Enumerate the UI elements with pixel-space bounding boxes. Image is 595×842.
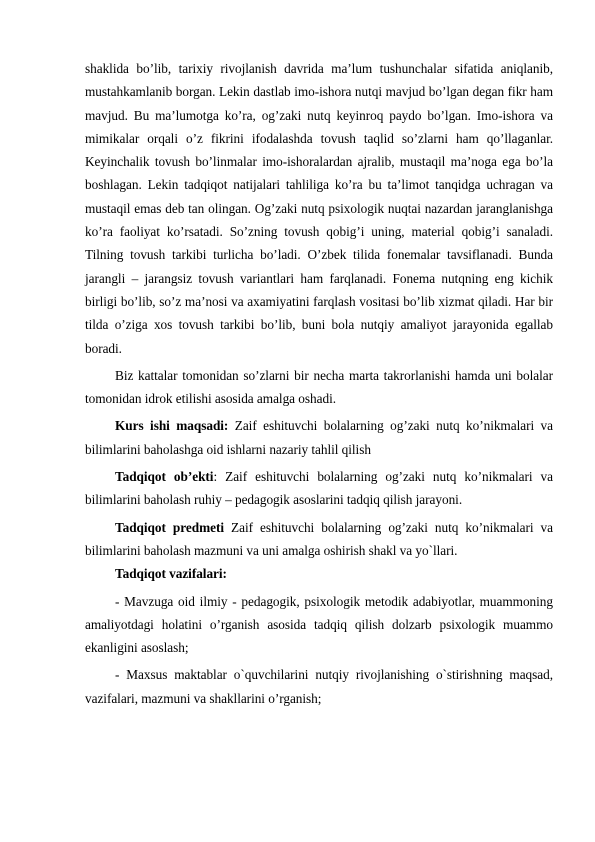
- task-item-special-schools: - Maxsus maktablar o`quvchilarini nutqiy rivojlanishing o`stirishning maqsad, vazifalari, mazmuni va shakllarini o’rganish;: [85, 667, 553, 706]
- research-object-text: : Zaif eshituvchi bolalarning og’zaki nutq ko’nikmalari va bilimlarini baholash ruhiy – pedagogik asoslarini tadqiq qilish jarayoni.: [85, 469, 553, 508]
- task-item-literature-analysis: - Mavzuga oid ilmiy - pedagogik, psixologik metodik adabiyotlar, muammoning amaliyotdagi holatini o’rganish asosida tadqiq qilish dolzarb psixologik muammo ekanligini asoslash;: [85, 593, 553, 656]
- course-goal-label: Kurs ishi maqsadi:: [115, 418, 229, 434]
- research-object-label: Tadqiqot ob’ekti: [115, 469, 214, 485]
- course-goal-text: Zaif eshituvchi bolalarning og’zaki nutq ko’nikmalari va bilimlarini baholashga oid ishlarni nazariy tahlil qilish: [85, 418, 553, 457]
- paragraph-adults-repetition: Biz kattalar tomonidan so’zlarni bir necha marta takrorlanishi hamda uni bolalar tomonidan idrok etilishi asosida amalga oshadi.: [85, 367, 553, 407]
- paragraph-speech-history: shaklida bo’lib, tarixiy rivojlanish davrida ma’lum tushunchalar sifatida aniqlanib, mustahkamlanib borgan. Lekin dastlab imo-ishora nutqi mavjud bo’lgan degan fikr ham mavjud. Bu ma’lumotga ko’ra, og’zaki nutq keyinroq paydo bo’lgan. Imo-ishora va mimikalar orqali o’z fikrini ifodalashda tovush taqlid so’zlarni ham qo’llaganlar. Keyinchalik tovush bo’linmalar imo-ishoralardan ajralib, mustaqil ma’noga ega bo’la boshlagan. Lekin tadqiqot natijalari tahliliga ko’ra bu ta’limot tanqidga uchragan va mustaqil emas deb tan olingan. Og’zaki nutq psixologik nuqtai nazardan jaranglanishga ko’ra faoliyat ko’rsatadi. So’zning tovush qobig’i uning, material qobig’i sanaladi. Tilning tovush tarkibi turlicha bo’ladi. O’zbek tilida fonemalar tavsiflanadi. Bunda jarangli – jarangsiz tovush variantlari ham farqlanadi. Fonema nutqning eng kichik birligi bo’lib, so’z ma’nosi va axamiyatini farqlash vositasi bo’lib xizmat qiladi. Har bir tilda o’ziga xos tovush tarkibi bo’lib, buni bola nutqiy amaliyot jarayonida egallab boradi.: [85, 61, 553, 356]
- research-tasks-heading: Tadqiqot vazifalari:: [115, 566, 227, 582]
- research-subject-text: Zaif eshituvchi bolalarning og’zaki nutq ko’nikmalari va bilimlarini baholash mazmuni va uni amalga oshirish shakl va yo`llari.: [85, 519, 553, 558]
- document-page: [85, 57, 553, 710]
- research-subject-label: Tadqiqot predmeti: [115, 519, 224, 535]
- paragraph-research-object: [85, 465, 553, 512]
- paragraph-course-goal: [85, 414, 553, 461]
- paragraph-research-subject: [85, 516, 553, 563]
